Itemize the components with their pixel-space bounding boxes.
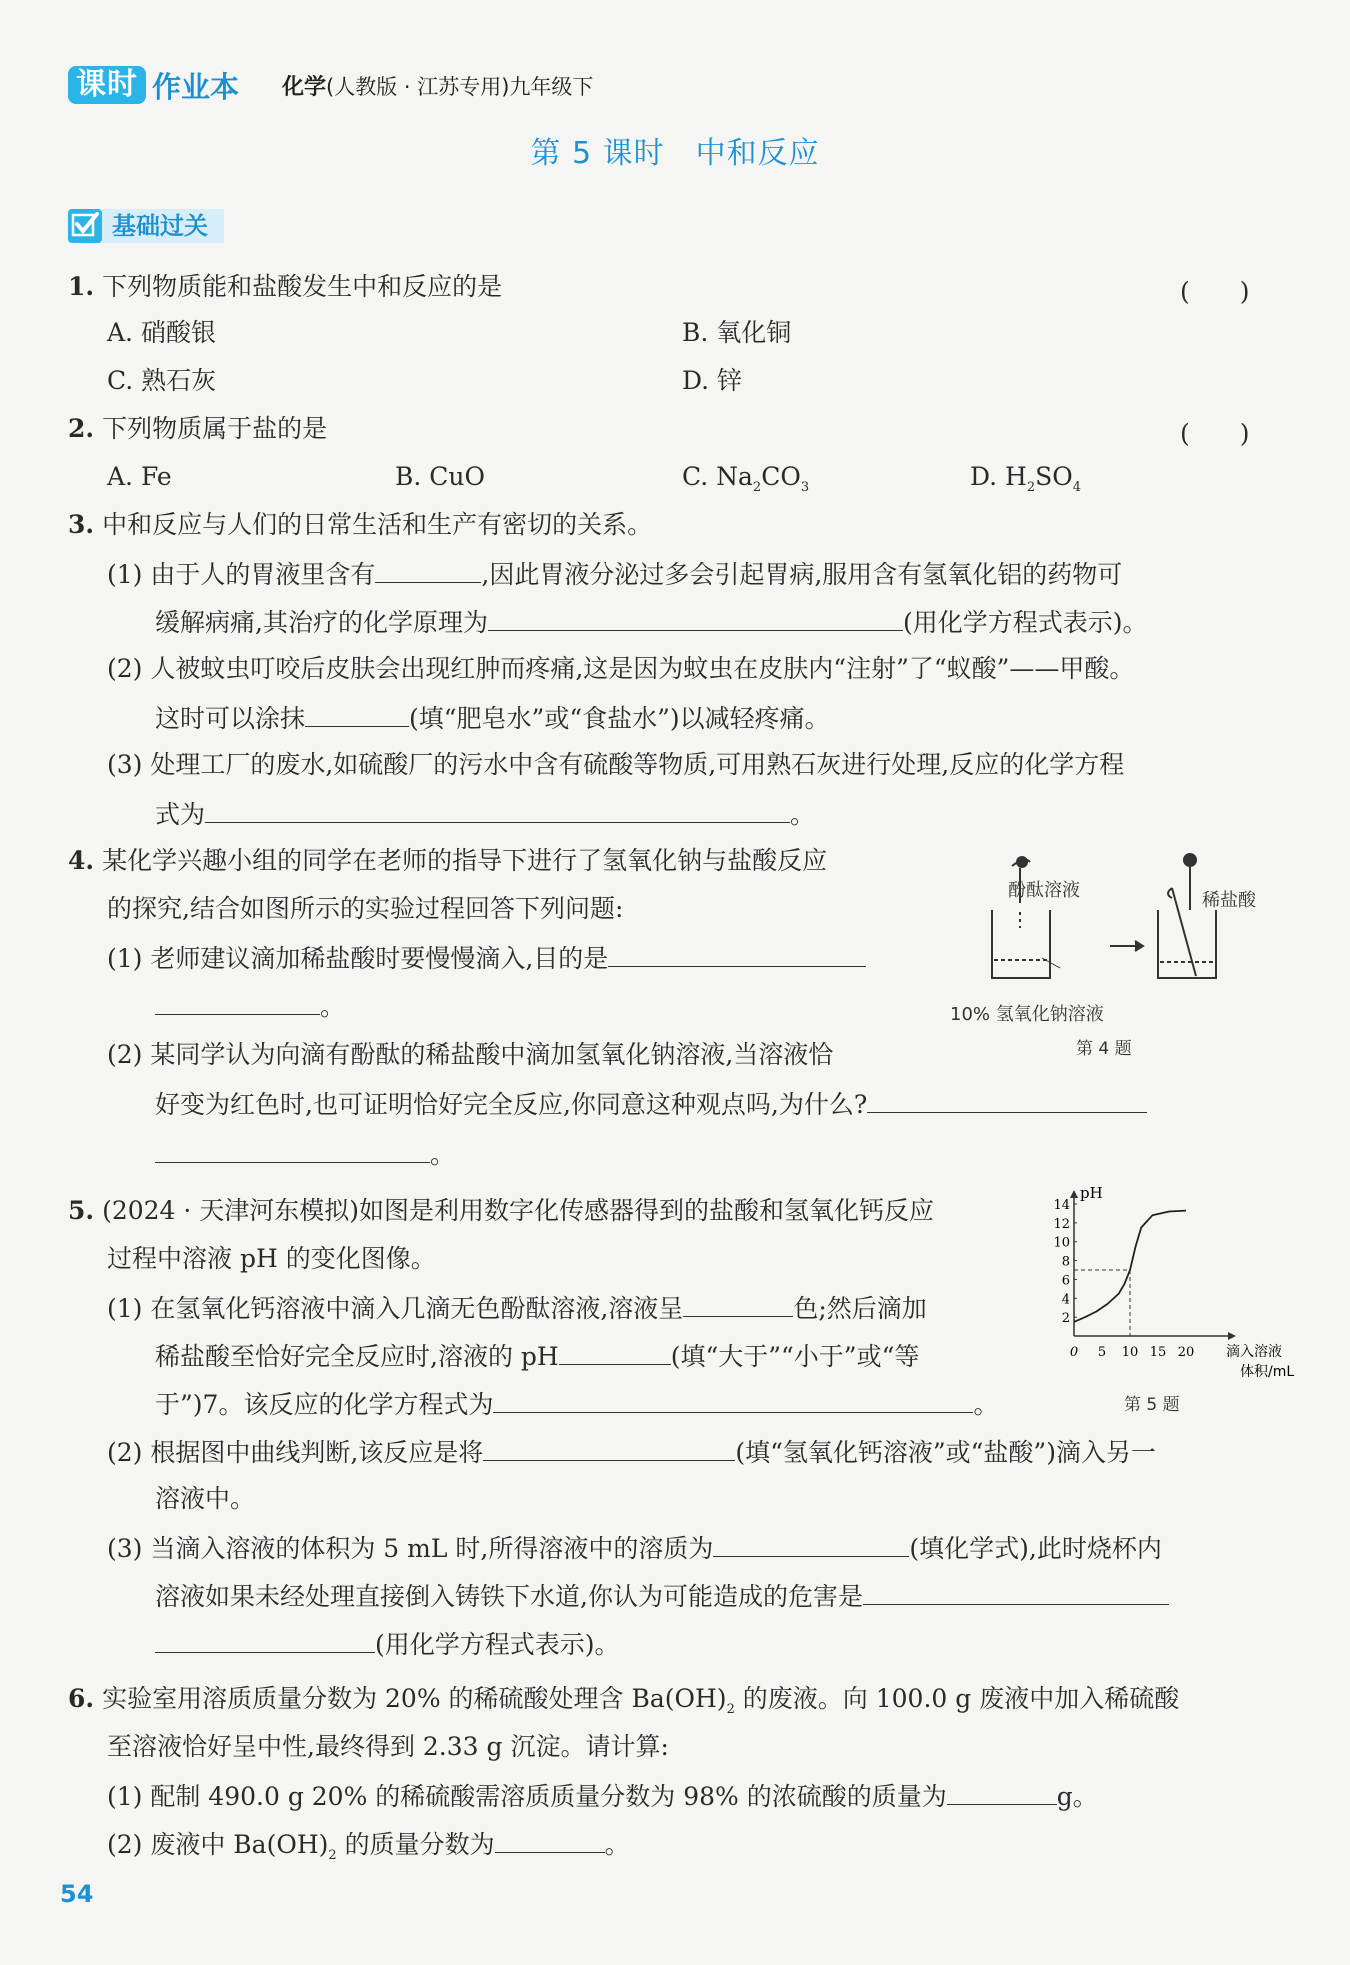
answer-blank[interactable] xyxy=(155,1628,375,1653)
q2-option-b: B. CuO xyxy=(395,462,485,491)
q5-part3-line2: 溶液如果未经处理直接倒入铸铁下水道,你认为可能造成的危害是 xyxy=(155,1580,1169,1612)
q6-part2: (2) 废液中 $Ba(OH)_2$ 的质量分数为 。 xyxy=(107,1830,630,1863)
q3-part1-line2: 缓解病痛,其治疗的化学原理为 (用化学方程式表示)。 xyxy=(155,608,1148,637)
answer-blank[interactable] xyxy=(483,1436,735,1461)
x-axis-arrow xyxy=(1228,1332,1236,1340)
beaker-2 xyxy=(1158,854,1216,978)
q4-part2-line2: 好变为红色时,也可证明恰好完全反应,你同意这种观点吗,为什么? xyxy=(155,1088,1147,1120)
q4-figure-caption: 第 4 题 xyxy=(1076,1039,1132,1059)
answer-blank[interactable] xyxy=(947,1780,1057,1805)
ph-chart xyxy=(1038,1184,1295,1386)
arrow-icon xyxy=(1110,941,1143,951)
answer-blank[interactable] xyxy=(495,1828,605,1853)
x-tick-label: 20 xyxy=(1177,1345,1195,1360)
x-tick-label: 10 xyxy=(1121,1345,1139,1360)
answer-blank[interactable] xyxy=(155,990,320,1015)
answer-blank[interactable] xyxy=(305,702,409,727)
answer-blank[interactable] xyxy=(867,1088,1147,1113)
q4-stem-line2: 的探究,结合如图所示的实验过程回答下列问题: xyxy=(107,894,624,923)
checkbox-icon xyxy=(68,209,102,243)
page-number: 54 xyxy=(60,1880,94,1908)
q1-option-b: B. 氧化铜 xyxy=(682,318,792,347)
x-axis-label: 滴入溶液 xyxy=(1226,1344,1282,1360)
section-title: 基础过关 xyxy=(102,209,224,243)
q5-part2-line2: 溶液中。 xyxy=(155,1484,256,1513)
label-hcl: 稀盐酸 xyxy=(1202,890,1256,911)
q3-part3-line1: (3) 处理工厂的废水,如硫酸厂的污水中含有硫酸等物质,可用熟石灰进行处理,反应的化学方程 xyxy=(107,750,1125,779)
q4-stem-line1: 4. 某化学兴趣小组的同学在老师的指导下进行了氢氧化钠与盐酸反应 xyxy=(68,846,828,875)
q6-stem-line2: 至溶液恰好呈中性,最终得到 2.33 g 沉淀。请计算: xyxy=(107,1732,669,1761)
q2-option-d: D. $H_2SO_4$ xyxy=(970,462,1082,495)
y-tick-label: 4 xyxy=(1061,1292,1070,1308)
answer-blank[interactable] xyxy=(488,606,903,631)
y-tick-label: 8 xyxy=(1061,1254,1070,1270)
q4-part2-line3: 。 xyxy=(155,1138,455,1170)
lesson-title: 第 5 课时 中和反应 xyxy=(530,136,820,171)
answer-blank[interactable] xyxy=(608,942,866,967)
y-tick-label: 6 xyxy=(1061,1273,1070,1289)
q6-part1: (1) 配制 490.0 g 20% 的稀硫酸需溶质质量分数为 98% 的浓硫酸的质量为 g。 xyxy=(107,1782,1098,1811)
y-tick-label: 14 xyxy=(1053,1198,1070,1213)
q3-part3-line2: 式为 。 xyxy=(155,800,816,829)
answer-blank[interactable] xyxy=(205,798,790,823)
q4-part2-line1: (2) 某同学认为向滴有酚酞的稀盐酸中滴加氢氧化钠溶液,当溶液恰 xyxy=(107,1040,834,1069)
y-tick-label: 2 xyxy=(1061,1311,1070,1327)
answer-blank[interactable] xyxy=(863,1580,1169,1605)
q3-part2-line1: (2) 人被蚊虫叮咬后皮肤会出现红肿而疼痛,这是因为蚊虫在皮肤内“注射”了“蚁酸”——甲酸。 xyxy=(107,654,1135,683)
q1-answer-paren[interactable]: ( ) xyxy=(1180,277,1250,306)
label-naoh: 10% 氢氧化钠溶液 xyxy=(950,1004,1104,1025)
q3-part1-line1: (1) 由于人的胃液里含有 ,因此胃液分泌过多会引起胃病,服用含有氢氧化铝的药物可 xyxy=(107,560,1123,589)
logo-mark: 课时 xyxy=(68,66,146,104)
q5-part3-line3: (用化学方程式表示)。 xyxy=(155,1628,620,1660)
q5-part1-line3: 于”)7。该反应的化学方程式为 。 xyxy=(155,1390,999,1419)
q1-stem: 1. 下列物质能和盐酸发生中和反应的是 xyxy=(68,272,503,301)
beaker-1 xyxy=(992,910,1050,978)
q2-answer-paren[interactable]: ( ) xyxy=(1180,419,1250,448)
q1-option-d: D. 锌 xyxy=(682,366,743,395)
y-axis-label: pH xyxy=(1080,1184,1103,1202)
subject-name: 化学 xyxy=(282,75,327,100)
x-tick-label: 5 xyxy=(1097,1345,1107,1360)
q5-part2-line1: (2) 根据图中曲线判断,该反应是将 (填“氢氧化钙溶液”或“盐酸”)滴入另一 xyxy=(107,1438,1156,1467)
answer-blank[interactable] xyxy=(713,1532,909,1557)
x-tick-label: 15 xyxy=(1149,1345,1167,1360)
ph-chart-svg xyxy=(1038,1184,1295,1386)
book-subtitle xyxy=(282,70,593,101)
logo-text: 作业本 xyxy=(152,69,240,104)
y-tick-label: 12 xyxy=(1053,1216,1070,1232)
q4-figure xyxy=(950,848,1270,1038)
q4-part1-line1: (1) 老师建议滴加稀盐酸时要慢慢滴入,目的是 xyxy=(107,942,866,974)
q5-part3-line1: (3) 当滴入溶液的体积为 5 mL 时,所得溶液中的溶质为 (填化学式),此时烧杯内 xyxy=(107,1534,1162,1563)
answer-blank[interactable] xyxy=(155,1138,430,1163)
q6-stem-line1: 6. 实验室用溶质质量分数为 20% 的稀硫酸处理含 $Ba(OH)_2$ 的废液。向 100.0 g 废液中加入稀硫酸 xyxy=(68,1684,1180,1717)
q3-part2-line2: 这时可以涂抹 (填“肥皂水”或“食盐水”)以减轻疼痛。 xyxy=(155,704,830,733)
q5-figure-caption: 第 5 题 xyxy=(1124,1395,1180,1415)
y-axis-arrow xyxy=(1070,1190,1078,1198)
q2-option-c: C. $Na_2CO_3$ xyxy=(682,462,810,495)
edition-grade: (人教版 · 江苏专用)九年级下 xyxy=(326,75,594,99)
q2-stem: 2. 下列物质属于盐的是 xyxy=(68,414,328,443)
q4-part1-line2: 。 xyxy=(155,990,345,1022)
x-axis-unit: 体积/mL xyxy=(1240,1364,1295,1380)
q1-option-c: C. 熟石灰 xyxy=(107,366,217,395)
q3-stem: 3. 中和反应与人们的日常生活和生产有密切的关系。 xyxy=(68,510,653,539)
label-phenolphthalein: 酚酞溶液 xyxy=(1008,880,1080,901)
q5-part1-line2: 稀盐酸至恰好完全反应时,溶液的 pH (填“大于”“小于”或“等 xyxy=(155,1342,920,1371)
q5-stem-line2: 过程中溶液 pH 的变化图像。 xyxy=(107,1244,436,1273)
y-tick-label: 10 xyxy=(1053,1235,1070,1251)
x-tick-label: 0 xyxy=(1069,1345,1079,1360)
q5-part1-line1: (1) 在氢氧化钙溶液中滴入几滴无色酚酞溶液,溶液呈 色;然后滴加 xyxy=(107,1294,927,1323)
answer-blank[interactable] xyxy=(493,1388,973,1413)
answer-blank[interactable] xyxy=(375,558,481,583)
answer-blank[interactable] xyxy=(559,1340,671,1365)
q5-stem-line1: 5. (2024 · 天津河东模拟)如图是利用数字化传感器得到的盐酸和氢氧化钙反应 xyxy=(68,1196,935,1225)
q1-option-a: A. 硝酸银 xyxy=(107,318,216,347)
q2-option-a: A. Fe xyxy=(107,462,172,491)
answer-blank[interactable] xyxy=(683,1292,793,1317)
brand-logo xyxy=(68,66,239,104)
section-header xyxy=(68,206,224,246)
